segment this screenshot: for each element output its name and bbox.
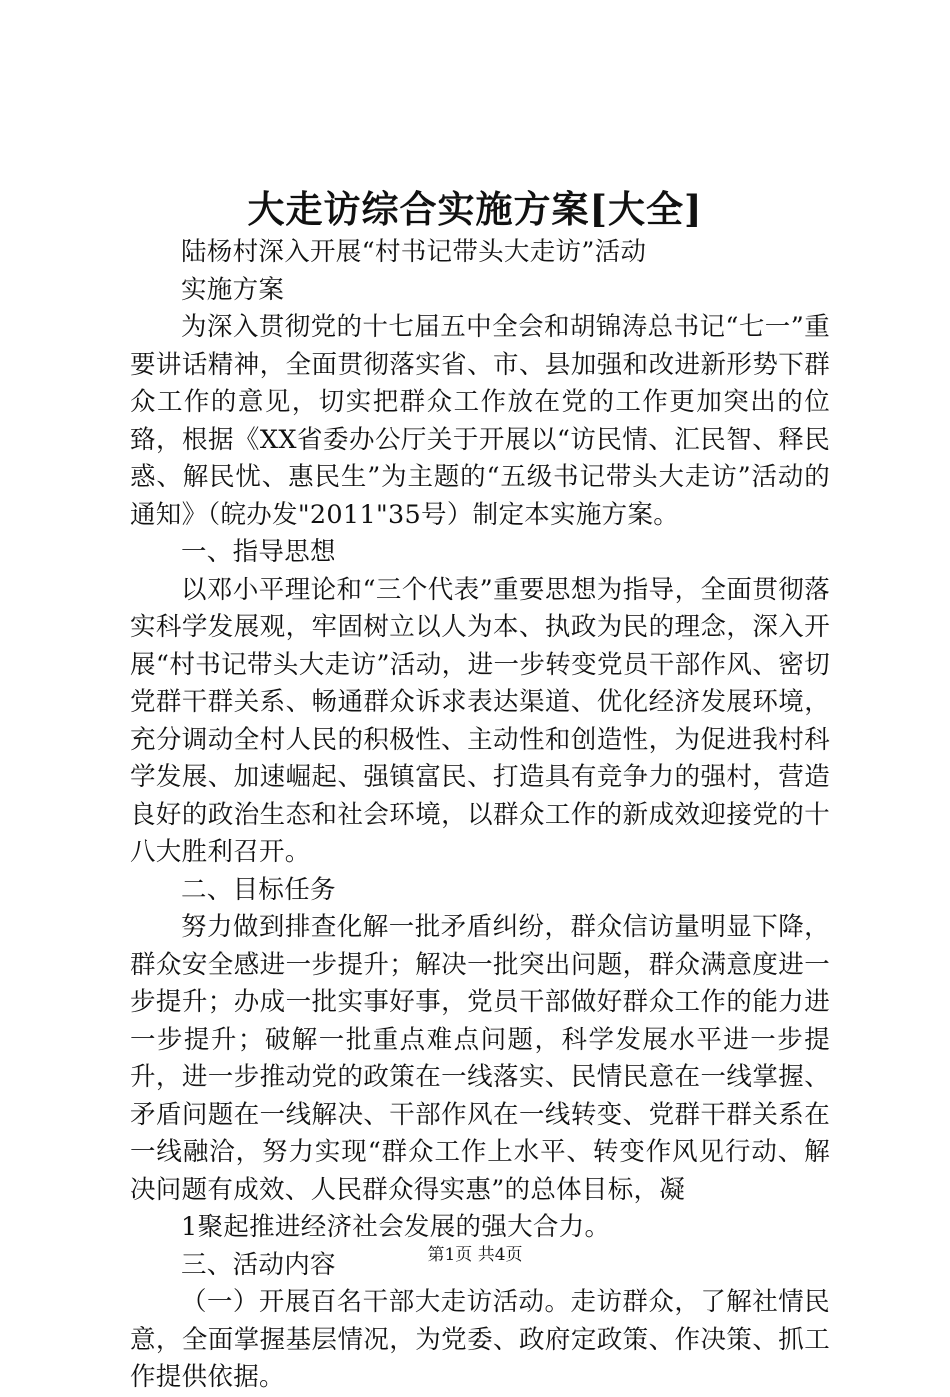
section-heading-guiding-ideology: 一、指导思想 xyxy=(181,537,336,567)
document-body xyxy=(130,234,830,1397)
paragraph-goals: 努力做到排查化解一批矛盾纠纷，群众信访量明显下降，群众安全感进一步提升；解决一批突出问题，群众满意度进一步提升；办成一批实事好事，党员干部做好群众工作的能力进一步提升；破解一批重点难点问题，科学发展水平进一步提升，进一步推动党的政策在一线落实、民情民意在一线掌握、矛盾问题在一线解决、干部作风在一线转变、党群干群关系在一线融洽，努力实现“群众工作上水平、转变作风见行动、解决问题有成效、人民群众得实惠”的总体目标，凝 xyxy=(130,912,830,1205)
paragraph-activity-1: （一）开展百名干部大走访活动。走访群众，了解社情民意，全面掌握基层情况，为党委、政府定政策、作决策、抓工作提供依据。 xyxy=(130,1287,830,1392)
paragraph-subtitle-1: 陆杨村深入开展“村书记带头大走访”活动 xyxy=(181,237,647,267)
paragraph-intro: 为深入贯彻党的十七届五中全会和胡锦涛总书记“七一”重要讲话精神，全面贯彻落实省、市、县加强和改进新形势下群众工作的意见，切实把群众工作放在党的工作更加突出的位臵，根据《XX省委办公厅关于开展以“访民情、汇民智、释民惑、解民忧、惠民生”为主题的“五级书记带头大走访”活动的通知》（皖办发"2011"35号）制定本实施方案。 xyxy=(130,312,830,530)
page-number-footer: 第1页 共4页 xyxy=(427,1245,523,1265)
section-heading-goals: 二、目标任务 xyxy=(181,874,336,905)
paragraph-goals-continued: 1聚起推进经济社会发展的强大合力。 xyxy=(181,1212,611,1242)
section-heading-activities: 三、活动内容 xyxy=(181,1249,336,1280)
document-title: 大走访综合实施方案[大全] xyxy=(247,187,703,231)
paragraph-subtitle-2: 实施方案 xyxy=(181,274,285,305)
paragraph-guiding-ideology: 以邓小平理论和“三个代表”重要思想为指导，全面贯彻落实科学发展观，牢固树立以人为本、执政为民的理念，深入开展“村书记带头大走访”活动，进一步转变党员干部作风、密切党群干群关系、畅通群众诉求表达渠道、优化经济发展环境，充分调动全村人民的积极性、主动性和创造性，为促进我村科学发展、加速崛起、强镇富民、打造具有竞争力的强村，营造良好的政治生态和社会环境，以群众工作的新成效迎接党的十八大胜利召开。 xyxy=(130,574,830,867)
